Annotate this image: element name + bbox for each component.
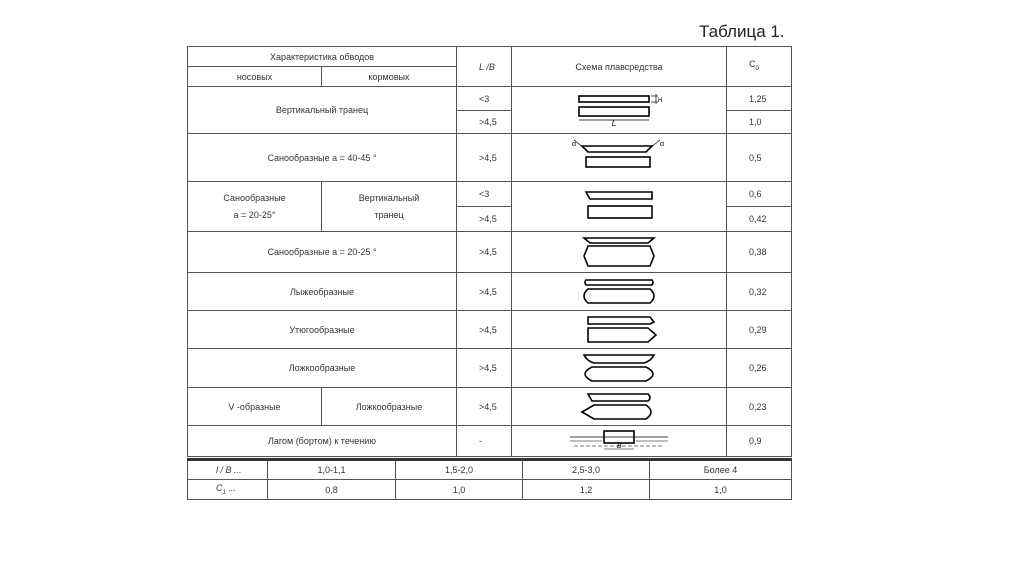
header-lb: L /B [457, 47, 512, 87]
vertical-transom-diagram [564, 90, 674, 130]
row1-scheme [512, 87, 727, 134]
ratio-row2-label: $C_1$ ... [188, 480, 268, 500]
row2-label: Санообразные a = 40-45 ° [188, 134, 457, 182]
coefficients-table [187, 46, 792, 457]
row4-lb: >4,5 [457, 232, 512, 273]
ratio-row2-v1: 0,8 [268, 480, 396, 500]
row8-scheme [512, 388, 727, 426]
scheme-label-b: B [617, 443, 622, 450]
sled-transom-diagram [564, 187, 674, 227]
row3-bow: Санообразные a = 20-25° [188, 182, 322, 232]
row3-lb-a: <3 [457, 182, 512, 207]
ski-shaped-diagram [564, 275, 674, 309]
row9-c: 0,9 [727, 426, 792, 457]
header-characteristic: Характеристика обводов [188, 47, 457, 67]
row5-c: 0,32 [727, 273, 792, 311]
row1-lb-b: >4,5 [457, 111, 512, 134]
row2-scheme [512, 134, 727, 182]
row6-lb: >4,5 [457, 311, 512, 349]
sled-20-25-diagram [564, 234, 674, 270]
row1-lb-a: <3 [457, 87, 512, 111]
row9-scheme [512, 426, 727, 457]
row3-lb-b: >4,5 [457, 207, 512, 232]
row7-lb: >4,5 [457, 349, 512, 388]
row5-scheme [512, 273, 727, 311]
row1-c-b: 1,0 [727, 111, 792, 134]
row1-label: Вертикальный транец [188, 87, 457, 134]
row7-label: Ложкообразные [188, 349, 457, 388]
v-shaped-diagram [564, 390, 674, 424]
row9-label: Лагом (бортом) к течению [188, 426, 457, 457]
row3-c-a: 0,6 [727, 182, 792, 207]
header-stern: кормовых [322, 67, 457, 87]
ratio-row1-v1: 1,0-1,1 [268, 460, 396, 480]
header-bow: носовых [188, 67, 322, 87]
row8-bow: V -образные [188, 388, 322, 426]
ratio-row1-label: l / B ... [188, 460, 268, 480]
iron-shaped-diagram [564, 313, 674, 347]
spoon-shaped-diagram [564, 350, 674, 386]
scheme-label-h: H [658, 98, 663, 104]
ratio-row2-v4: 1,0 [650, 480, 792, 500]
row3-c-b: 0,42 [727, 207, 792, 232]
table-caption: Таблица 1. [699, 22, 785, 41]
row6-label: Утюгообразные [188, 311, 457, 349]
row9-lb: - [457, 426, 512, 457]
row4-c: 0,38 [727, 232, 792, 273]
row5-lb: >4,5 [457, 273, 512, 311]
scheme-label-alpha-right: α [660, 140, 665, 148]
ratio-row1-v4: Более 4 [650, 460, 792, 480]
row7-c: 0,26 [727, 349, 792, 388]
header-c0: $C_0$ [727, 47, 792, 87]
row8-stern: Ложкообразные [322, 388, 457, 426]
row4-scheme [512, 232, 727, 273]
row1-c-a: 1,25 [727, 87, 792, 111]
ratio-table [187, 458, 792, 500]
header-scheme: Схема плавсредства [512, 47, 727, 87]
row8-lb: >4,5 [457, 388, 512, 426]
scheme-label-l: L [611, 119, 617, 128]
row3-stern: Вертикальный транец [322, 182, 457, 232]
ratio-row1-v3: 2,5-3,0 [523, 460, 650, 480]
row4-label: Санообразные a = 20-25 ° [188, 232, 457, 273]
ratio-row1-v2: 1,5-2,0 [396, 460, 523, 480]
sled-40-45-diagram [564, 138, 674, 178]
scheme-label-alpha-left: α [572, 140, 577, 148]
row6-c: 0,29 [727, 311, 792, 349]
row5-label: Лыжеобразные [188, 273, 457, 311]
broadside-diagram [564, 427, 674, 455]
row3-scheme [512, 182, 727, 232]
row8-c: 0,23 [727, 388, 792, 426]
row2-c: 0,5 [727, 134, 792, 182]
row7-scheme [512, 349, 727, 388]
ratio-row2-v3: 1,2 [523, 480, 650, 500]
row2-lb: >4,5 [457, 134, 512, 182]
row6-scheme [512, 311, 727, 349]
ratio-row2-v2: 1,0 [396, 480, 523, 500]
